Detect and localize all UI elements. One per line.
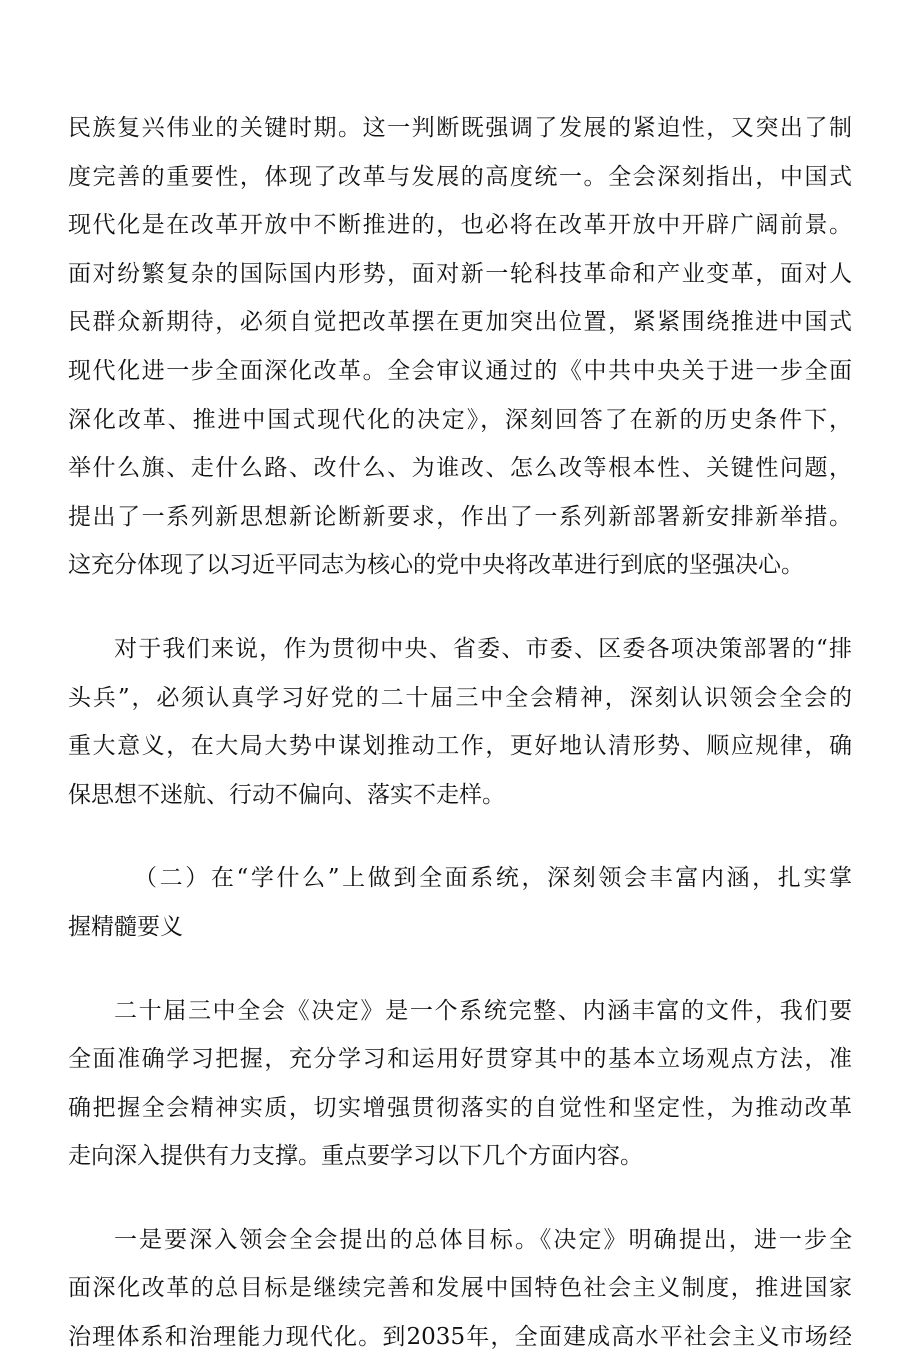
- text-line: 面深化改革的总目标是继续完善和发展中国特色社会主义制度，推进国家: [68, 1275, 852, 1302]
- section-heading: [68, 854, 852, 951]
- text-line: 度完善的重要性，体现了改革与发展的高度统一。全会深刻指出，中国式: [68, 163, 852, 190]
- text-line: 保思想不迷航、行动不偏向、落实不走样。: [68, 781, 505, 808]
- paragraph-3: [68, 987, 852, 1181]
- text-line: 举什么旗、走什么路、改什么、为谁改、怎么改等根本性、关键性问题，: [68, 455, 852, 482]
- paragraph-spacer: [68, 1181, 852, 1216]
- text-line: 提出了一系列新思想新论断新要求，作出了一系列新部署新安排新举措。: [68, 503, 852, 530]
- paragraph-2: [68, 625, 852, 819]
- text-line: 民群众新期待，必须自觉把改革摆在更加突出位置，紧紧围绕推进中国式: [68, 309, 852, 336]
- paragraph-spacer: [68, 952, 852, 987]
- text-line: 现代化是在改革开放中不断推进的，也必将在改革开放中开辟广阔前景。: [68, 212, 852, 239]
- text-line: 二十届三中全会《决定》是一个系统完整、内涵丰富的文件，我们要: [114, 997, 852, 1024]
- paragraph-spacer: [68, 819, 852, 854]
- text-line: 深化改革、推进中国式现代化的决定》，深刻回答了在新的历史条件下，: [68, 406, 852, 433]
- text-line: 重大意义，在大局大势中谋划推动工作，更好地认清形势、顺应规律，确: [68, 733, 852, 760]
- text-line: 对于我们来说，作为贯彻中央、省委、市委、区委各项决策部署的“排: [114, 635, 852, 662]
- text-line: 民族复兴伟业的关键时期。这一判断既强调了发展的紧迫性，又突出了制: [68, 115, 852, 141]
- text-line: 走向深入提供有力支撑。重点要学习以下几个方面内容。: [68, 1143, 643, 1170]
- text-line: 现代化进一步全面深化改革。全会审议通过的《中共中央关于进一步全面: [68, 357, 852, 384]
- text-line: 全面准确学习把握，充分学习和运用好贯穿其中的基本立场观点方法，准: [68, 1046, 852, 1073]
- paragraph-1: [68, 104, 852, 590]
- text-line: 确把握全会精神实质，切实增强贯彻落实的自觉性和坚定性，为推动改革: [68, 1094, 852, 1121]
- heading-line: 握精髓要义: [68, 913, 183, 940]
- text-line: 面对纷繁复杂的国际国内形势，面对新一轮科技革命和产业变革，面对人: [68, 260, 852, 287]
- paragraph-spacer: [68, 590, 852, 625]
- text-line: 一是要深入领会全会提出的总体目标。《决定》明确提出，进一步全: [114, 1226, 852, 1253]
- text-line: 头兵”，必须认真学习好党的二十届三中全会精神，深刻认识领会全会的: [68, 684, 852, 711]
- text-line: 这充分体现了以习近平同志为核心的党中央将改革进行到底的坚强决心。: [68, 552, 804, 579]
- text-line: 治理体系和治理能力现代化。到2035年，全面建成高水平社会主义市场经: [68, 1324, 852, 1351]
- paragraph-4: [68, 1216, 852, 1362]
- heading-line: （二）在“学什么”上做到全面系统，深刻领会丰富内涵，扎实掌: [134, 865, 852, 892]
